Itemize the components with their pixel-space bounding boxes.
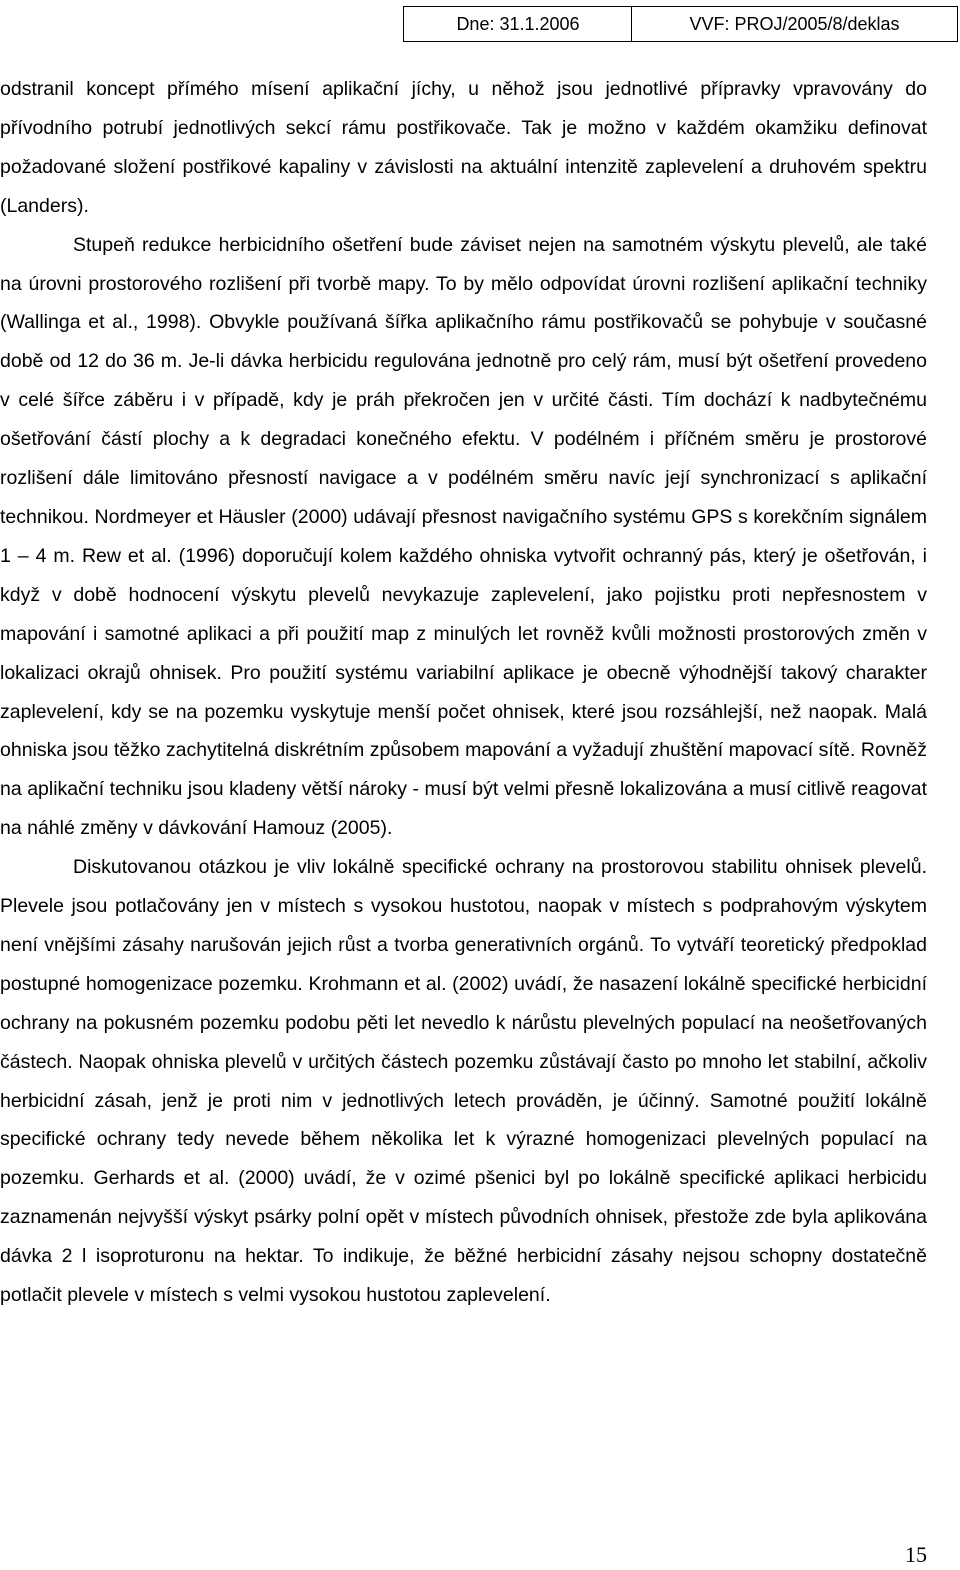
header-reference: VVF: PROJ/2005/8/deklas [631, 6, 958, 42]
paragraph-1: odstranil koncept přímého mísení aplikační jíchy, u něhož jsou jednotlivé přípravky vpravovány do přívodního potrubí jednotlivých sekcí rámu postřikovače. Tak je možno v každém okamžiku definovat požadované složení postřikové kapaliny v závislosti na aktuální intenzitě zaplevelení a druhovém spektru (Landers). [0, 78, 927, 217]
page-number: 15 [905, 1542, 927, 1567]
header-date: Dne: 31.1.2006 [403, 6, 633, 42]
paragraph-3: Diskutovanou otázkou je vliv lokálně specifické ochrany na prostorovou stabilitu ohnisek plevelů. Plevele jsou potlačovány jen v místech s vysokou hustotou, naopak v místech s podprahovým výskytem není vnějšími zásahy narušován jejich růst a tvorba generativních orgánů. To vytváří teoretický předpoklad postupné homogenizace pozemku. Krohmann et al. (2002) uvádí, že nasazení lokálně specifické herbicidní ochrany na pokusném pozemku podobu pěti let nevedlo k nárůstu plevelných populací na neošetřovaných částech. Naopak ohniska plevelů v určitých částech pozemku zůstávají často po mnoho let stabilní, ačkoliv herbicidní zásah, jenž je proti nim v jednotlivých letech prováděn, je účinný. Samotné použití lokálně specifické ochrany tedy nevede během několika let k výrazné homogenizaci plevelných populací na pozemku. Gerhards et al. (2000) uvádí, že v ozimé pšenici byl po lokálně specifické aplikaci herbicidu zaznamenán nejvyšší výskyt psárky polní opět v místech původních ohnisek, přestože zde byla aplikována dávka 2 l isoproturonu na hektar. To indikuje, že běžné herbicidní zásahy nejsou schopny dostatečně potlačit plevele v místech s velmi vysokou hustotou zaplevelení. [0, 856, 927, 1307]
paragraph-2: Stupeň redukce herbicidního ošetření bude záviset nejen na samotném výskytu plevelů, ale také na úrovni prostorového rozlišení při tvorbě mapy. To by mělo odpovídat úrovni rozlišení aplikační techniky (Wallinga et al., 1998). Obvykle používaná šířka aplikačního rámu postřikovačů se pohybuje v současné době od 12 do 36 m. Je-li dávka herbicidu regulována jednotně pro celý rám, musí být ošetření provedeno v celé šířce záběru i v případě, kdy je práh překročen jen v určité části. Tím dochází k nadbytečnému ošetřování částí plochy a k degradaci konečného efektu. V podélném i příčném směru je prostorové rozlišení dále limitováno přesností navigace a v podélném směru navíc její synchronizací s aplikační technikou. Nordmeyer et Häusler (2000) udávají přesnost navigačního systému GPS s korekčním signálem 1 – 4 m. Rew et al. (1996) doporučují kolem každého ohniska vytvořit ochranný pás, který je ošetřován, i když v době hodnocení výskytu plevelů nevykazuje zaplevelení, jako pojistku proti nepřesnostem v mapování i samotné aplikaci a při použití map z minulých let rovněž kvůli možnosti prostorových změn v lokalizaci okrajů ohnisek. Pro použití systému variabilní aplikace je obecně výhodnější takový charakter zaplevelení, kdy se na pozemku vyskytuje menší počet ohnisek, které jsou rozsáhlejší, než naopak. Malá ohniska jsou těžko zachytitelná diskrétním způsobem mapování a vyžadují zhuštění mapovací sítě. Rovněž na aplikační techniku jsou kladeny větší nároky - musí být velmi přesně lokalizována a musí citlivě reagovat na náhlé změny v dávkování Hamouz (2005). [0, 233, 927, 840]
document-body [0, 70, 927, 1315]
page-header [0, 0, 960, 50]
